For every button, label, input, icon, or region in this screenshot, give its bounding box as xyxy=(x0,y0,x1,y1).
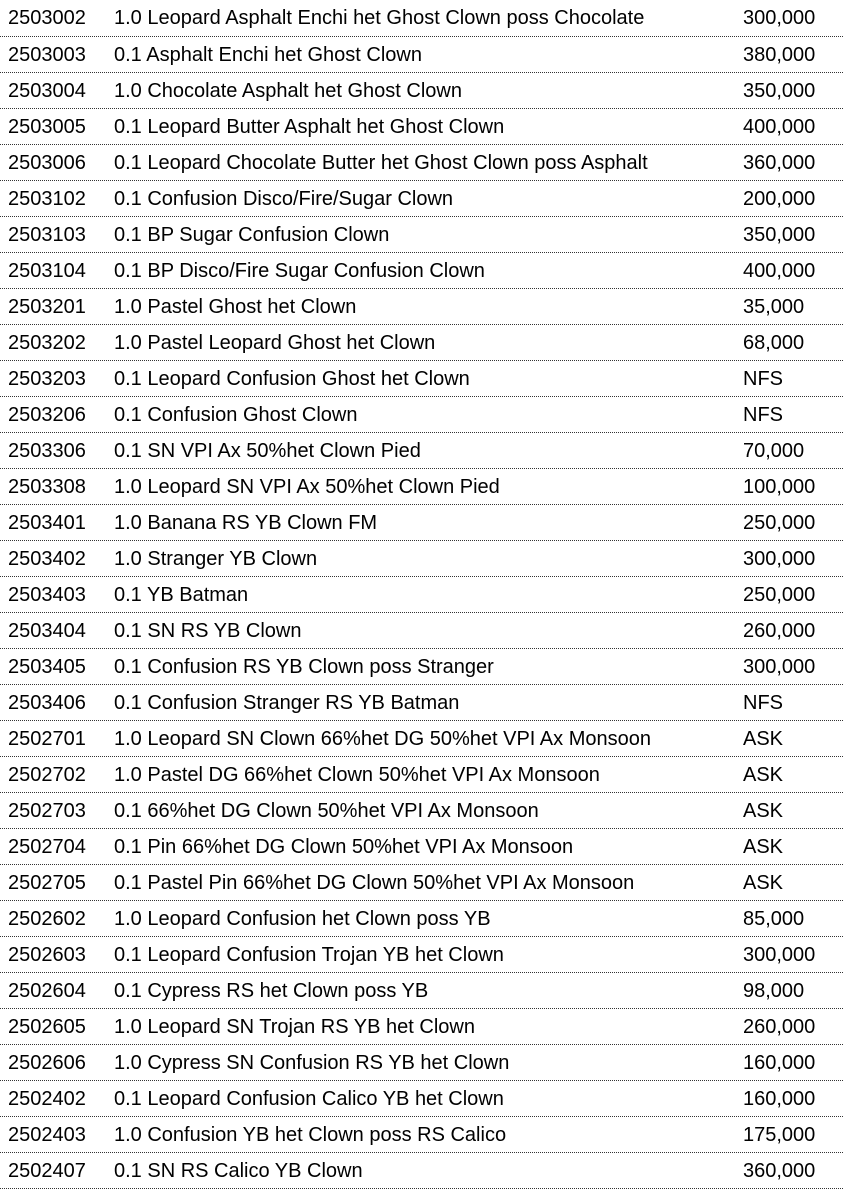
item-description: 0.1 Leopard Chocolate Butter het Ghost Clown poss Asphalt xyxy=(114,152,648,174)
item-price: NFS xyxy=(743,692,783,714)
item-price: 35,000 xyxy=(743,296,805,318)
list-item xyxy=(0,1081,843,1117)
item-description: 0.1 Leopard Butter Asphalt het Ghost Clown xyxy=(114,116,505,138)
item-description: 1.0 Leopard Confusion het Clown poss YB xyxy=(114,908,491,930)
item-code: 2503401 xyxy=(8,512,86,534)
item-code: 2502606 xyxy=(8,1052,86,1074)
item-price: NFS xyxy=(743,404,783,426)
item-price: 70,000 xyxy=(743,440,805,462)
item-description: 0.1 YB Batman xyxy=(114,584,249,606)
item-description: 1.0 Leopard SN VPI Ax 50%het Clown Pied xyxy=(114,476,500,498)
list-item xyxy=(0,397,843,433)
item-price: 175,000 xyxy=(743,1124,816,1146)
list-item xyxy=(0,757,843,793)
item-price: 350,000 xyxy=(743,80,816,102)
list-item xyxy=(0,181,843,217)
list-item xyxy=(0,541,843,577)
item-description: 1.0 Pastel Ghost het Clown xyxy=(114,296,357,318)
list-item xyxy=(0,1117,843,1153)
item-description: 1.0 Leopard SN Clown 66%het DG 50%het VPI Ax Monsoon xyxy=(114,728,651,750)
item-code: 2502403 xyxy=(8,1124,86,1146)
list-item xyxy=(0,289,843,325)
item-description: 0.1 Confusion RS YB Clown poss Stranger xyxy=(114,656,494,678)
item-code: 2502603 xyxy=(8,944,86,966)
item-price: 360,000 xyxy=(743,1160,816,1182)
item-price: ASK xyxy=(743,872,784,894)
list-item xyxy=(0,0,843,37)
item-price: 200,000 xyxy=(743,188,816,210)
item-description: 0.1 Asphalt Enchi het Ghost Clown xyxy=(114,44,422,66)
list-item xyxy=(0,577,843,613)
list-item xyxy=(0,109,843,145)
item-code: 2503005 xyxy=(8,116,86,138)
item-code: 2503203 xyxy=(8,368,86,390)
item-code: 2503404 xyxy=(8,620,86,642)
list-item xyxy=(0,793,843,829)
item-description: 0.1 Cypress RS het Clown poss YB xyxy=(114,980,429,1002)
item-price: ASK xyxy=(743,728,784,750)
list-item xyxy=(0,901,843,937)
item-code: 2503002 xyxy=(8,7,86,29)
list-item xyxy=(0,145,843,181)
list-item xyxy=(0,361,843,397)
item-code: 2503403 xyxy=(8,584,86,606)
item-price: ASK xyxy=(743,800,784,822)
list-item xyxy=(0,433,843,469)
item-code: 2502701 xyxy=(8,728,86,750)
item-price: ASK xyxy=(743,836,784,858)
list-item xyxy=(0,937,843,973)
item-price: ASK xyxy=(743,764,784,786)
list-item xyxy=(0,829,843,865)
item-price: 400,000 xyxy=(743,260,816,282)
item-description: 1.0 Stranger YB Clown xyxy=(114,548,318,570)
item-description: 1.0 Leopard Asphalt Enchi het Ghost Clown poss Chocolate xyxy=(114,7,645,29)
item-description: 1.0 Pastel Leopard Ghost het Clown xyxy=(114,332,436,354)
item-description: 0.1 66%het DG Clown 50%het VPI Ax Monsoon xyxy=(114,800,539,822)
item-price: 400,000 xyxy=(743,116,816,138)
item-price: 250,000 xyxy=(743,584,816,606)
list-item xyxy=(0,1009,843,1045)
item-code: 2503202 xyxy=(8,332,86,354)
item-description: 0.1 Confusion Ghost Clown xyxy=(114,404,358,426)
item-code: 2503201 xyxy=(8,296,86,318)
list-item xyxy=(0,469,843,505)
list-item xyxy=(0,721,843,757)
item-description: 0.1 Leopard Confusion Calico YB het Clown xyxy=(114,1088,504,1110)
list-item xyxy=(0,613,843,649)
item-description: 0.1 SN RS YB Clown xyxy=(114,620,302,642)
list-item xyxy=(0,1153,843,1189)
item-description: 0.1 SN RS Calico YB Clown xyxy=(114,1160,363,1182)
item-description: 0.1 SN VPI Ax 50%het Clown Pied xyxy=(114,440,421,462)
item-code: 2503206 xyxy=(8,404,86,426)
item-description: 1.0 Banana RS YB Clown FM xyxy=(114,512,378,534)
item-description: 0.1 Leopard Confusion Ghost het Clown xyxy=(114,368,470,390)
item-code: 2502703 xyxy=(8,800,86,822)
item-code: 2503102 xyxy=(8,188,86,210)
list-item xyxy=(0,685,843,721)
item-price: 380,000 xyxy=(743,44,816,66)
list-item xyxy=(0,37,843,73)
item-description: 1.0 Confusion YB het Clown poss RS Calico xyxy=(114,1124,507,1146)
item-description: 0.1 Leopard Confusion Trojan YB het Clown xyxy=(114,944,504,966)
item-code: 2503003 xyxy=(8,44,86,66)
item-price: 85,000 xyxy=(743,908,805,930)
item-code: 2502604 xyxy=(8,980,86,1002)
item-price: 300,000 xyxy=(743,656,816,678)
list-item xyxy=(0,1045,843,1081)
item-code: 2503405 xyxy=(8,656,86,678)
item-price: 360,000 xyxy=(743,152,816,174)
list-item xyxy=(0,973,843,1009)
item-code: 2503103 xyxy=(8,224,86,246)
item-description: 0.1 Confusion Stranger RS YB Batman xyxy=(114,692,460,714)
item-price: 300,000 xyxy=(743,548,816,570)
item-description: 1.0 Pastel DG 66%het Clown 50%het VPI Ax Monsoon xyxy=(114,764,600,786)
item-price: 260,000 xyxy=(743,1016,816,1038)
item-description: 0.1 Pastel Pin 66%het DG Clown 50%het VPI Ax Monsoon xyxy=(114,872,635,894)
item-price: 160,000 xyxy=(743,1052,816,1074)
list-item xyxy=(0,217,843,253)
item-description: 1.0 Leopard SN Trojan RS YB het Clown xyxy=(114,1016,475,1038)
list-item xyxy=(0,865,843,901)
item-description: 0.1 BP Disco/Fire Sugar Confusion Clown xyxy=(114,260,485,282)
item-price: NFS xyxy=(743,368,783,390)
item-code: 2502704 xyxy=(8,836,86,858)
list-item xyxy=(0,649,843,685)
item-description: 0.1 Confusion Disco/Fire/Sugar Clown xyxy=(114,188,454,210)
item-code: 2503104 xyxy=(8,260,86,282)
item-code: 2502602 xyxy=(8,908,86,930)
item-code: 2502705 xyxy=(8,872,86,894)
list-item xyxy=(0,73,843,109)
item-code: 2503402 xyxy=(8,548,86,570)
item-code: 2502402 xyxy=(8,1088,86,1110)
item-code: 2503406 xyxy=(8,692,86,714)
item-code: 2503308 xyxy=(8,476,86,498)
item-price: 350,000 xyxy=(743,224,816,246)
list-item xyxy=(0,505,843,541)
item-description: 0.1 Pin 66%het DG Clown 50%het VPI Ax Monsoon xyxy=(114,836,574,858)
item-description: 1.0 Chocolate Asphalt het Ghost Clown xyxy=(114,80,462,102)
item-price: 98,000 xyxy=(743,980,805,1002)
item-description: 1.0 Cypress SN Confusion RS YB het Clown xyxy=(114,1052,510,1074)
list-item xyxy=(0,253,843,289)
item-code: 2502605 xyxy=(8,1016,86,1038)
item-price: 160,000 xyxy=(743,1088,816,1110)
list-item xyxy=(0,325,843,361)
item-code: 2502702 xyxy=(8,764,86,786)
item-code: 2503004 xyxy=(8,80,86,102)
item-price: 250,000 xyxy=(743,512,816,534)
item-code: 2503306 xyxy=(8,440,86,462)
item-price: 300,000 xyxy=(743,7,816,29)
item-description: 0.1 BP Sugar Confusion Clown xyxy=(114,224,390,246)
item-price: 68,000 xyxy=(743,332,805,354)
item-code: 2502407 xyxy=(8,1160,86,1182)
item-price: 260,000 xyxy=(743,620,816,642)
item-price: 100,000 xyxy=(743,476,816,498)
item-code: 2503006 xyxy=(8,152,86,174)
item-price: 300,000 xyxy=(743,944,816,966)
